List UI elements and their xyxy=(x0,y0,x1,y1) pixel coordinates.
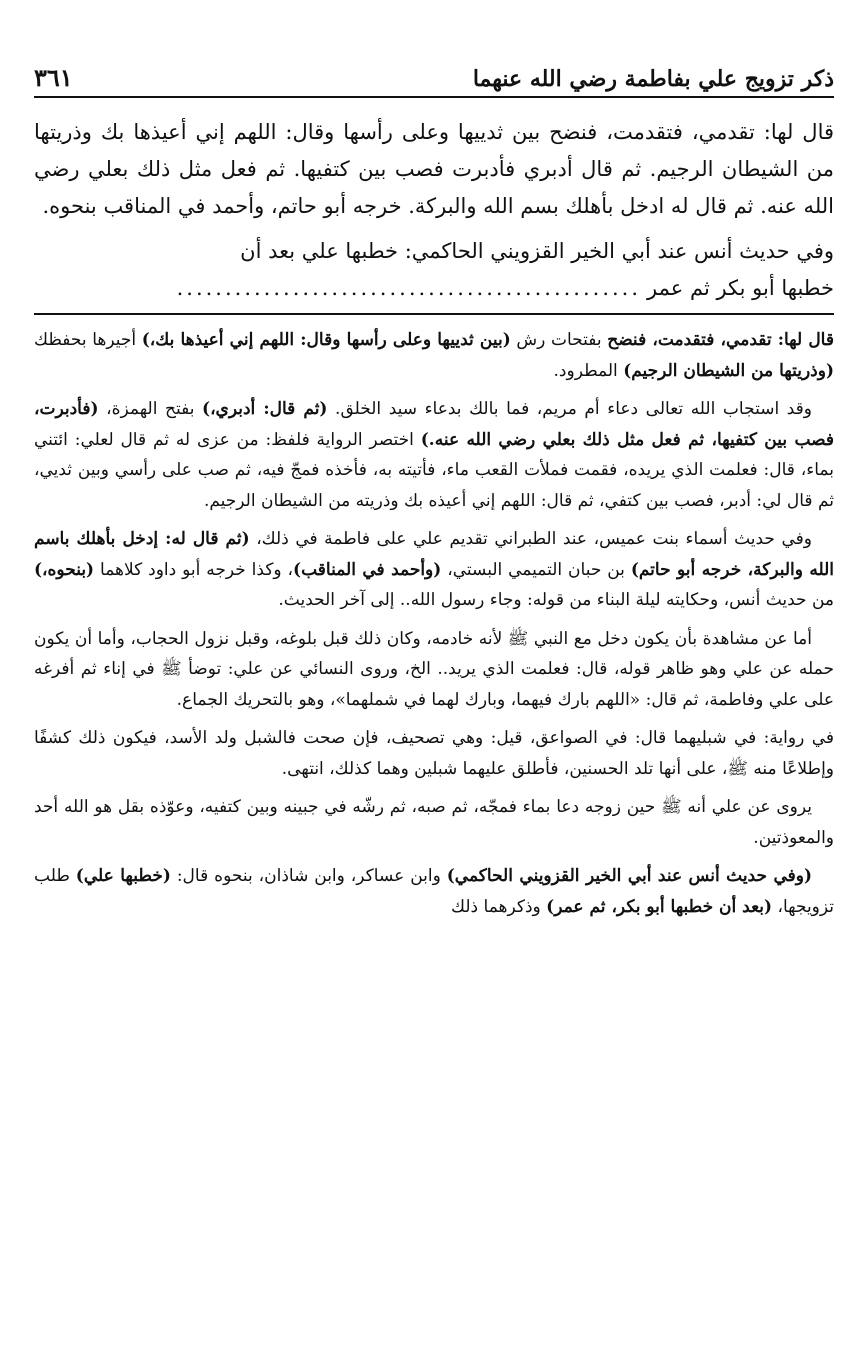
quoted-text: (وأحمد في المناقب) xyxy=(293,559,442,580)
commentary-separator xyxy=(34,313,834,315)
quoted-text: (فأدبرت، فصب بين كتفيها، ثم فعل مثل ذلك بعلي رضي الله عنه.) xyxy=(34,399,835,450)
quoted-text: (ثم قال له: إدخل بأهلك باسم الله والبركة، خرجه أبو حاتم) xyxy=(34,529,835,580)
commentary-text: وفي حديث أسماء بنت عميس، عند الطبراني تقديم علي على فاطمة في ذلك، xyxy=(249,529,812,549)
commentary-paragraph: أما عن مشاهدة بأن يكون دخل مع النبي ﷺ لأنه خادمه، وكان ذلك قبل بلوغه، وقبل نزول الحجاب، وأما أن يكون حمله عن علي وهو ظاهر قوله، قال: فعلمت الذي يريد.. الخ، وروى النسائي عن علي: توضأ ﷺ في إناء ثم أفرغه على علي وفاطمة، ثم قال: «اللهم بارك فيهما، وبارك لهما في شملهما»، وهو بالتحريك الجماع. xyxy=(34,628,834,710)
running-title: ذكر تزويج علي بفاطمة رضي الله عنهما xyxy=(472,66,834,92)
commentary xyxy=(34,325,834,922)
page-number: ٣٦١ xyxy=(34,63,73,92)
main-text-continuation xyxy=(34,270,834,307)
commentary-paragraph xyxy=(34,394,834,516)
main-text-paragraph: وفي حديث أنس عند أبي الخير القزويني الحاكمي: خطبها علي بعد أن xyxy=(240,239,834,263)
quoted-text: (وذريتها من الشيطان الرجيم) xyxy=(623,360,834,381)
commentary-text: وقد استجاب الله تعالى دعاء أم مريم، فما بالك بدعاء سيد الخلق. xyxy=(327,399,812,419)
commentary-text: أجيرها بحفظك xyxy=(34,330,142,350)
quoted-text: (بنحوه،) xyxy=(34,559,95,580)
commentary-text: اختصر الرواية فلفظ: من عزى له ثم قال لعلي: ائتني بماء، قال: فعلمت الذي يريده، فقمت فملأت القعب ماء، فأتيته به، فأخذه فمجّ فيه، ثم صب على رأسي وبين ثديي، ثم قال لي: أدبر، فصب بين كتفي، ثم قال: اللهم إني أعيذه بك وذريته من الشيطان الرجيم. xyxy=(34,429,834,511)
quoted-text: (بعد أن خطبها أبو بكر، ثم عمر) xyxy=(546,896,773,917)
dotted-leader: ................................................ xyxy=(176,276,642,300)
commentary-paragraph xyxy=(34,524,834,616)
commentary-paragraph: في رواية: في شبليهما قال: في الصواعق، قيل: وهي تصحيف، فإن صحت فالشبل ولد الأسد، فيكون ذلك كشفًا وإطلاعًا منه ﷺ، على أنها تلد الحسنين، فأطلق عليهما شبلين وهما كذلك، انتهى. xyxy=(34,728,834,779)
quoted-text: (خطبها علي) xyxy=(75,866,171,886)
commentary-text: بن حبان التميمي البستي، xyxy=(441,559,631,580)
main-text-ending: خطبها أبو بكر ثم عمر xyxy=(647,276,834,300)
commentary-paragraph: يروى عن علي أنه ﷺ حين زوجه دعا بماء فمجّه، ثم صبه، ثم رشّه في جبينه وبين كتفيه، وعوّذه بقل هو الله أحد والمعوذتين. xyxy=(34,797,834,848)
page-header xyxy=(34,52,834,98)
commentary-text: وابن عساكر، وابن شاذان، بنحوه قال: xyxy=(170,866,447,886)
quoted-text: (وفي حديث أنس عند أبي الخير القزويني الحاكمي) xyxy=(446,866,812,886)
commentary-text: من حديث أنس، وحكايته ليلة البناء من قوله: وجاء رسول الله.. إلى آخر الحديث. xyxy=(278,590,834,610)
commentary-text: بفتحات رش xyxy=(510,330,608,350)
commentary-text: المطرود. xyxy=(553,360,624,381)
commentary-text: وذكرهما ذلك xyxy=(451,896,547,917)
commentary-paragraph xyxy=(34,861,834,922)
commentary-text: بفتح الهمزة، xyxy=(98,399,203,419)
main-text xyxy=(34,114,834,307)
quoted-text: (ثم قال: أدبري،) xyxy=(202,399,328,419)
commentary-text: ، وكذا خرجه أبو داود كلاهما xyxy=(94,559,294,580)
commentary-text: طلب تزويجها، xyxy=(34,866,834,917)
quoted-text: (بين ثدييها وعلى رأسها وقال: اللهم إني أعيذها بك،) xyxy=(141,330,511,350)
main-text-paragraph: قال لها: تقدمي، فتقدمت، فنضح بين ثدييها وعلى رأسها وقال: اللهم إني أعيذها بك وذريتها من الشيطان الرجيم. ثم قال أدبري فأدبرت فصب بين كتفيها. ثم فعل مثل ذلك بعلي رضي الله عنه. ثم قال له ادخل بأهلك بسم الله والبركة. خرجه أبو حاتم، وأحمد في المناقب بنحوه. xyxy=(34,120,834,218)
quoted-text: قال لها: تقدمي، فتقدمت، فنضح xyxy=(607,330,834,350)
commentary-paragraph xyxy=(34,325,834,386)
